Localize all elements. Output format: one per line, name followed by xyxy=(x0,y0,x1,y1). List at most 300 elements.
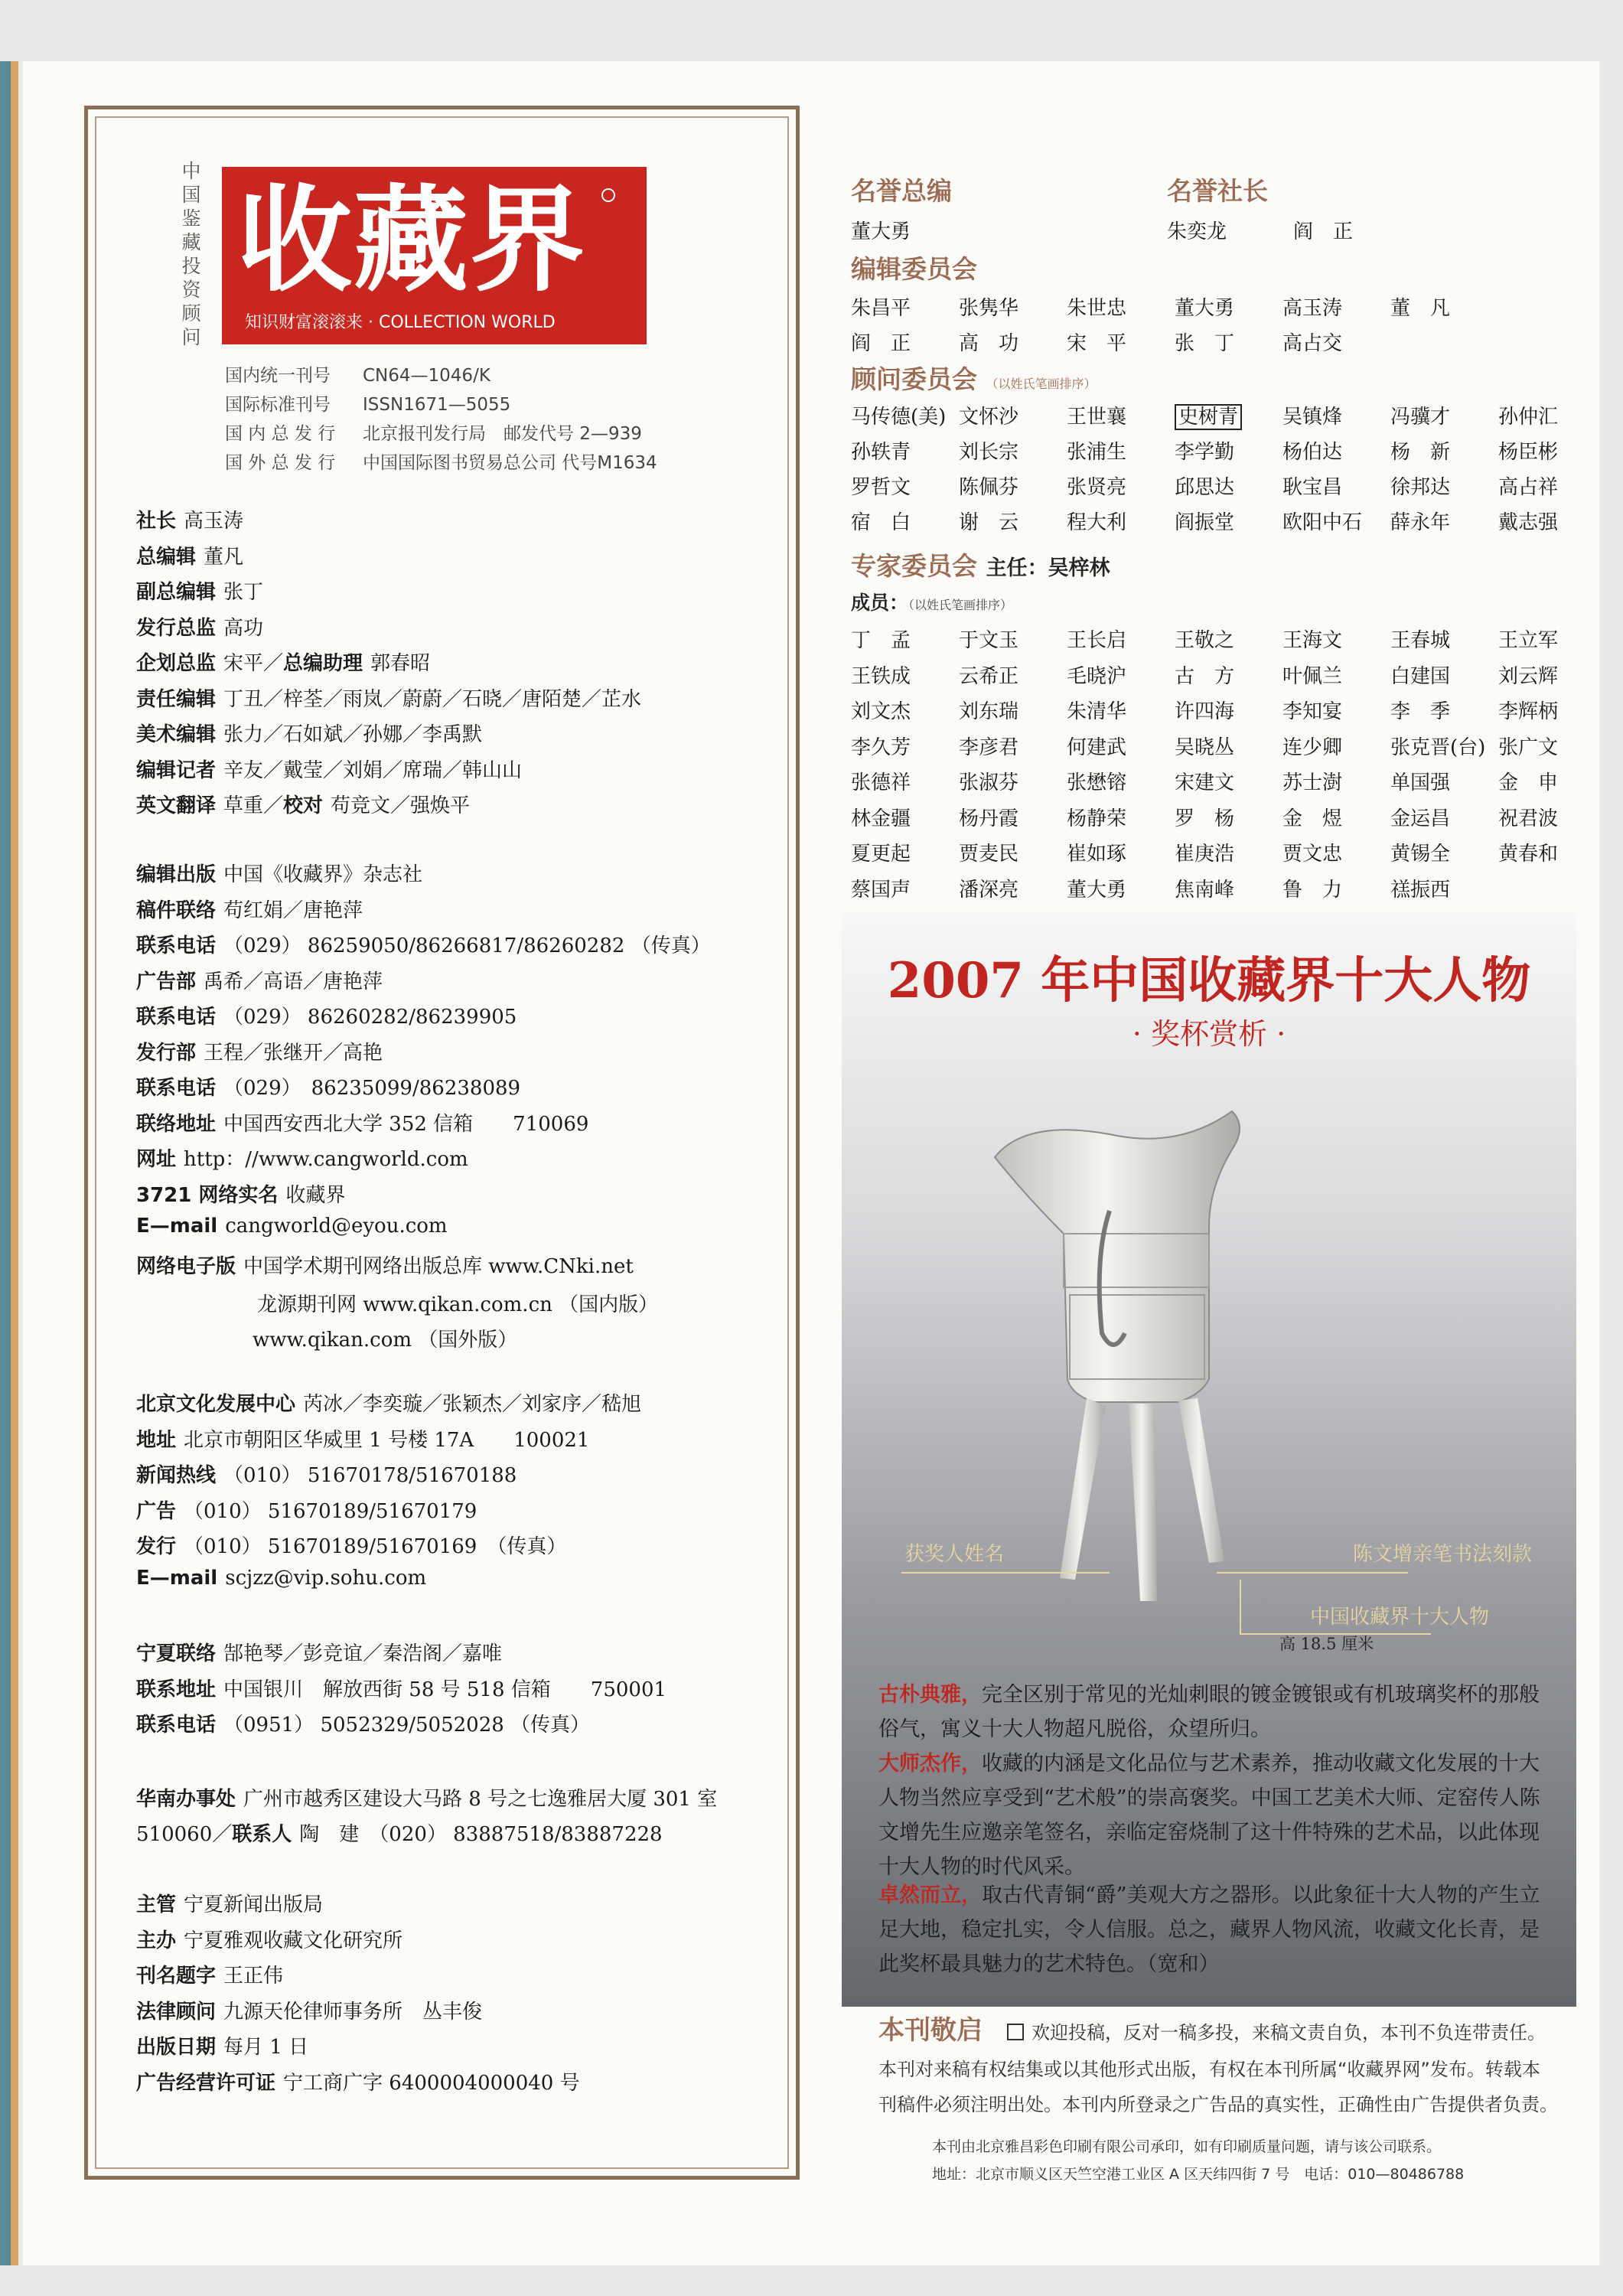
info-label: 社长 xyxy=(136,510,177,533)
info-label: 联系电话 xyxy=(136,1006,217,1029)
info-label: 地址 xyxy=(136,1428,177,1452)
info-value: 每月 1 日 xyxy=(223,2036,309,2059)
member-name: 吴晓丛 xyxy=(1175,735,1235,759)
info-label: 北京文化发展中心 xyxy=(136,1393,296,1416)
member-name: 高 功 xyxy=(959,332,1019,355)
issn-row xyxy=(225,448,657,474)
info-value: （029） 86235099/86238089 xyxy=(223,1077,521,1100)
member-name: 冯骥才 xyxy=(1390,406,1451,429)
board-member xyxy=(1067,803,1126,831)
info-row xyxy=(136,1996,482,2024)
member-name: 宋 平 xyxy=(1067,332,1127,355)
info-value: 中国《收藏界》杂志社 xyxy=(223,863,423,886)
info-label: E—mail xyxy=(136,1566,218,1590)
info-label: 总编助理 xyxy=(283,652,363,675)
info-label: 校对 xyxy=(283,794,324,817)
info-row xyxy=(136,1424,589,1453)
member-name: 刘云辉 xyxy=(1498,664,1559,688)
board-member xyxy=(1175,401,1242,429)
member-name: 金 煜 xyxy=(1282,807,1343,830)
trophy-promo xyxy=(842,912,1576,2007)
member-name: 欧阳中石 xyxy=(1282,511,1363,534)
member-name: 张克晋(台) xyxy=(1390,735,1486,759)
board-member xyxy=(1067,292,1126,321)
board-member xyxy=(1067,401,1126,429)
checkbox-icon xyxy=(1007,2024,1024,2040)
member-name: 张 丁 xyxy=(1175,332,1235,355)
member-name: 白建国 xyxy=(1390,664,1451,688)
member-name: 朱昌平 xyxy=(851,297,911,320)
member-name: 李 季 xyxy=(1390,700,1451,723)
info-row xyxy=(136,505,243,533)
member-name: 丁 孟 xyxy=(851,629,911,652)
member-name: 孙仲汇 xyxy=(1498,406,1559,429)
info-row xyxy=(136,1674,666,1702)
info-label: 联系电话 xyxy=(136,1714,217,1737)
member-name: 王世襄 xyxy=(1067,406,1127,429)
board-member xyxy=(1067,660,1126,689)
info-value: 高玉涛 xyxy=(184,510,244,533)
member-name: 蔡国声 xyxy=(851,878,911,902)
member-name: 宋建文 xyxy=(1175,771,1235,794)
board-member xyxy=(959,328,1018,356)
member-name: 毛晓沪 xyxy=(1067,664,1127,688)
board-member xyxy=(1390,803,1450,831)
info-value: 中国学术期刊网络出版总库 www.CNki.net xyxy=(243,1254,634,1278)
board-member xyxy=(959,838,1018,866)
honorary-president-title: 名誉社长 xyxy=(1167,176,1268,206)
member-name: 董大勇 xyxy=(1175,297,1235,320)
info-row xyxy=(136,1531,566,1559)
info-value: 张力／石如斌／孙娜／李禹默 xyxy=(223,723,483,746)
info-label: 联系地址 xyxy=(136,1678,217,1701)
info-value: 郜艳琴／彭竞谊／秦浩阁／嘉唯 xyxy=(223,1642,503,1665)
info-label: 发行部 xyxy=(136,1041,197,1065)
contact-person-label: 联系人 xyxy=(232,1823,292,1846)
info-value: 郭春昭 xyxy=(370,652,431,675)
paragraph-text: 收藏的内涵是文化品位与艺术素养，推动收藏文化发展的十大人物当然应享受到“艺术般”的崇高褒奖。中国工艺美术大师、定窑传人陈文增先生应邀亲笔签名，亲临定窑烧制了这十件特殊的艺术品，以此体现十大人物的时代风采。 xyxy=(878,1752,1540,1879)
jue-trophy-image xyxy=(979,1104,1301,1609)
board-member xyxy=(1390,732,1485,760)
board-member xyxy=(1498,838,1558,866)
member-name: 李知宴 xyxy=(1282,700,1343,723)
board-member xyxy=(1390,767,1450,795)
info-value: http：//www.cangworld.com xyxy=(184,1148,468,1171)
member-name: 苏士澍 xyxy=(1282,771,1343,794)
board-member xyxy=(1067,436,1126,465)
info-label: 联系电话 xyxy=(136,934,217,957)
member-name: 高占交 xyxy=(1282,332,1343,355)
board-member xyxy=(851,401,946,429)
member-name: 罗哲文 xyxy=(851,476,911,499)
info-value: 苟竞文／强焕平 xyxy=(331,794,471,817)
logo-title: 收藏界 xyxy=(237,173,587,308)
board-member xyxy=(1390,838,1450,866)
board-member xyxy=(1067,874,1126,902)
info-value: （010） 51670178/51670188 xyxy=(223,1464,517,1487)
member-name: 王敬之 xyxy=(1175,629,1235,652)
member-name: 单国强 xyxy=(1390,771,1451,794)
board-member xyxy=(851,328,911,356)
info-label: 新闻热线 xyxy=(136,1464,217,1487)
info-value: （010） 51670189/51670179 xyxy=(184,1499,477,1523)
board-member xyxy=(1498,436,1558,465)
paragraph-text: 取古代青铜“爵”美观大方之器形。以此象征十大人物的产生立足大地，稳定扎实，令人信服。总之，藏界人物风流，收藏文化长青，是此奖杯最具魅力的艺术特色。（宽和） xyxy=(878,1883,1540,1976)
board-member xyxy=(851,732,911,760)
page-edge xyxy=(0,61,11,2265)
info-row xyxy=(136,859,422,887)
info-row xyxy=(136,1495,477,1524)
expert-director-label: 主任： xyxy=(986,556,1048,580)
board-member xyxy=(1175,696,1234,724)
board-member xyxy=(1498,803,1558,831)
member-name: 宿 白 xyxy=(851,511,911,534)
board-member xyxy=(1390,660,1450,689)
board-member xyxy=(959,874,1018,902)
member-name: 李彦君 xyxy=(959,735,1019,759)
board-member xyxy=(851,838,911,866)
info-row xyxy=(136,541,243,569)
member-name: 薛永年 xyxy=(1390,511,1451,534)
member-name: 李久芳 xyxy=(851,735,911,759)
issn-row xyxy=(225,390,510,416)
info-row xyxy=(136,966,383,994)
promo-paragraph xyxy=(878,1678,1559,1746)
info-value: 禹希／高语／唐艳萍 xyxy=(204,970,383,993)
member-name: 张淑芬 xyxy=(959,771,1019,794)
info-label: 总编辑 xyxy=(136,545,197,569)
info-label: 编辑记者 xyxy=(136,758,217,782)
board-member xyxy=(959,767,1018,795)
info-label: 刊名题字 xyxy=(136,1965,217,1988)
member-name: 张德祥 xyxy=(851,771,911,794)
member-name: 许四海 xyxy=(1175,700,1235,723)
info-label: 出版日期 xyxy=(136,2036,217,2059)
member-name: 杨臣彬 xyxy=(1498,441,1559,464)
info-label: 广告经营许可证 xyxy=(136,2071,276,2095)
info-label: 宁夏联络 xyxy=(136,1642,217,1665)
annotation-line xyxy=(1217,1572,1408,1574)
member-name: 云希正 xyxy=(959,664,1019,688)
info-label: E—mail xyxy=(136,1215,218,1238)
info-label: 主办 xyxy=(136,1929,177,1952)
member-name: 王铁成 xyxy=(851,664,911,688)
info-value: 草重／ xyxy=(223,794,284,817)
board-member xyxy=(1390,625,1450,653)
info-row xyxy=(136,1960,283,1988)
honorary-editor-name: 董大勇 xyxy=(851,220,911,243)
board-member xyxy=(1390,874,1450,902)
printer-address: 地址：北京市顺义区天竺空港工业区 A 区天纬四街 7 号 电话：010—80486788 xyxy=(932,2166,1465,2183)
annotation-top10: 中国收藏界十大人物 xyxy=(1310,1606,1490,1629)
expert-board-title-text: 专家委员会 xyxy=(851,551,977,581)
board-member xyxy=(1175,660,1234,689)
board-member xyxy=(959,660,1018,689)
info-label: 网络电子版 xyxy=(136,1254,236,1278)
board-member xyxy=(851,767,911,795)
annotation-line xyxy=(901,1572,1110,1574)
paragraph-lead: 古朴典雅， xyxy=(878,1683,982,1707)
paragraph-text: 完全区别于常见的光灿刺眼的镀金镀银或有机玻璃奖杯的那般俗气，寓义十大人物超凡脱俗，众望所归。 xyxy=(878,1683,1540,1741)
member-name: 夏更起 xyxy=(851,843,911,866)
member-name: 谢 云 xyxy=(959,511,1019,534)
board-member xyxy=(851,471,911,500)
member-name: 史树青 xyxy=(1175,404,1242,430)
info-row xyxy=(136,647,430,676)
info-value: cangworld@eyou.com xyxy=(225,1215,448,1238)
member-name: 戴志强 xyxy=(1498,511,1559,534)
info-row xyxy=(136,2067,580,2095)
member-name: 刘文杰 xyxy=(851,700,911,723)
board-member xyxy=(1498,696,1558,724)
board-member xyxy=(851,803,911,831)
expert-board-title xyxy=(851,546,1110,582)
board-member xyxy=(1067,838,1126,866)
honorary-editor-title: 名誉总编 xyxy=(851,176,952,206)
member-name: 马传德(美) xyxy=(851,406,947,429)
board-member xyxy=(1175,767,1234,795)
board-member xyxy=(1282,401,1342,429)
registered-mark-icon xyxy=(601,188,615,202)
member-name: 张贤亮 xyxy=(1067,476,1127,499)
promo-paragraph xyxy=(878,1746,1559,1884)
issn-label: 国际标准刊号 xyxy=(225,395,331,415)
member-name: 黄春和 xyxy=(1498,843,1559,866)
info-row xyxy=(136,755,522,783)
member-name: 黄锡全 xyxy=(1390,843,1451,866)
board-member xyxy=(959,401,1018,429)
member-name: 杨静荣 xyxy=(1067,807,1127,830)
board-member xyxy=(1282,328,1342,356)
board-member xyxy=(959,732,1018,760)
board-member xyxy=(959,696,1018,724)
member-name: 林金疆 xyxy=(851,807,911,830)
board-member xyxy=(1282,507,1362,535)
member-name: 吴镇烽 xyxy=(1282,406,1343,429)
board-member xyxy=(1390,696,1450,724)
member-name: 朱清华 xyxy=(1067,700,1127,723)
board-member xyxy=(1282,471,1342,500)
annotation-winner-name: 获奖人姓名 xyxy=(904,1543,1005,1566)
board-member xyxy=(1498,471,1558,500)
board-member xyxy=(1282,874,1342,902)
member-name: 潘深亮 xyxy=(959,878,1019,902)
board-member xyxy=(1498,732,1558,760)
info-value: 北京市朝阳区华威里 1 号楼 17A 100021 xyxy=(184,1428,590,1452)
board-member xyxy=(1175,625,1234,653)
info-value: 宁夏雅观收藏文化研究所 xyxy=(184,1929,403,1952)
board-member xyxy=(1067,696,1126,724)
board-member xyxy=(1282,732,1342,760)
issn-value: 中国国际图书贸易总公司 代号M1634 xyxy=(363,453,657,473)
member-name: 鲁 力 xyxy=(1282,878,1343,902)
info-value: 宁夏新闻出版局 xyxy=(184,1893,324,1916)
info-row xyxy=(136,1037,383,1065)
member-name: 祝君波 xyxy=(1498,807,1559,830)
member-name: 王海文 xyxy=(1282,629,1343,652)
board-member xyxy=(959,507,1018,535)
board-member xyxy=(1390,292,1450,321)
board-member xyxy=(1067,732,1126,760)
member-name: 罗 杨 xyxy=(1175,807,1235,830)
info-row xyxy=(136,1709,590,1737)
publisher-extra: 龙源期刊网 www.qikan.com.cn （国内版） xyxy=(257,1293,659,1316)
info-label: 联络地址 xyxy=(136,1112,217,1136)
notice-line-text: 欢迎投稿，反对一稿多投，来稿文责自负，本刊不负连带责任。 xyxy=(1031,2022,1546,2043)
info-value: 宋平／ xyxy=(223,652,284,675)
info-row xyxy=(136,1072,520,1101)
info-row xyxy=(136,1215,448,1238)
expert-members-label: 成员： xyxy=(851,592,909,614)
member-name: 杨丹霞 xyxy=(959,807,1019,830)
info-label: 编辑出版 xyxy=(136,863,217,886)
honorary-president-name: 阎 正 xyxy=(1293,220,1354,243)
board-member xyxy=(1067,767,1126,795)
member-name: 张懋镕 xyxy=(1067,771,1127,794)
board-member xyxy=(1175,292,1234,321)
info-value: 王程／张继开／高艳 xyxy=(204,1041,383,1065)
info-row xyxy=(136,719,482,747)
board-member xyxy=(1175,803,1234,831)
board-member xyxy=(1175,471,1234,500)
info-value: 芮冰／李奕璇／张颖杰／刘家序／嵇旭 xyxy=(303,1393,642,1416)
board-member xyxy=(1175,838,1234,866)
issn-value: ISSN1671—5055 xyxy=(363,395,511,415)
member-name: 连少卿 xyxy=(1282,735,1343,759)
board-member xyxy=(1282,696,1342,724)
board-member xyxy=(959,471,1018,500)
board-member xyxy=(851,292,911,321)
paragraph-lead: 大师杰作， xyxy=(878,1752,982,1776)
info-label: 网址 xyxy=(136,1148,177,1171)
info-value: 高功 xyxy=(223,616,264,640)
issn-label: 国内统一刊号 xyxy=(225,366,331,386)
info-label: 3721 网络实名 xyxy=(136,1183,279,1207)
info-label: 英文翻译 xyxy=(136,794,217,817)
expert-director: 吴梓林 xyxy=(1048,556,1110,580)
board-member xyxy=(1282,660,1342,689)
info-label: 法律顾问 xyxy=(136,2000,217,2024)
info-row xyxy=(136,895,363,923)
board-member xyxy=(851,507,911,535)
expert-members-note: （以姓氏笔画排序） xyxy=(908,598,1013,612)
south-office-address: 广州市越秀区建设大马路 8 号之七逸雅居大厦 301 室 xyxy=(243,1788,718,1811)
advisory-board-note: （以姓氏笔画排序） xyxy=(986,377,1097,391)
info-label: 企划总监 xyxy=(136,652,217,675)
info-row xyxy=(136,2031,308,2060)
member-name: 耿宝昌 xyxy=(1282,476,1343,499)
board-member xyxy=(1498,625,1558,653)
contact-person: 陶 建 （020） 83887518/83887228 xyxy=(299,1823,663,1846)
member-name: 程大利 xyxy=(1067,511,1127,534)
publisher-extra: www.qikan.com （国外版） xyxy=(253,1329,518,1352)
board-member xyxy=(1175,436,1234,465)
notice-line xyxy=(1007,2017,1546,2044)
member-name: 高占祥 xyxy=(1498,476,1559,499)
member-name: 孙轶青 xyxy=(851,441,911,464)
board-member xyxy=(1067,507,1126,535)
printer-info: 本刊由北京雅昌彩色印刷有限公司承印，如有印刷质量问题，请与该公司联系。 xyxy=(932,2138,1442,2155)
member-name: 刘长宗 xyxy=(959,441,1019,464)
board-member xyxy=(1175,507,1234,535)
info-value: 中国银川 解放西街 58 号 518 信箱 750001 xyxy=(223,1678,667,1701)
honorary-president-name: 朱奕龙 xyxy=(1167,220,1227,243)
board-member xyxy=(1282,767,1342,795)
info-row xyxy=(136,1143,468,1172)
info-row xyxy=(136,1388,641,1417)
trophy-height: 高 18.5 厘米 xyxy=(1279,1635,1374,1653)
paragraph-lead: 卓然而立， xyxy=(878,1883,982,1907)
info-value: 苟红娟／唐艳萍 xyxy=(223,899,363,922)
annotation-line xyxy=(1240,1580,1241,1633)
info-row xyxy=(136,1925,402,1953)
info-row xyxy=(136,930,711,958)
member-name: 张隽华 xyxy=(959,297,1019,320)
info-label: 广告部 xyxy=(136,970,197,993)
member-name: 贾文忠 xyxy=(1282,843,1343,866)
board-member xyxy=(1498,507,1558,535)
member-name: 王春城 xyxy=(1390,629,1451,652)
info-value: 中国西安西北大学 352 信箱 710069 xyxy=(223,1112,589,1136)
member-name: 崔如琢 xyxy=(1067,843,1127,866)
member-name: 杨伯达 xyxy=(1282,441,1343,464)
advisory-board-title-text: 顾问委员会 xyxy=(851,364,977,394)
member-name: 禚振西 xyxy=(1390,878,1451,902)
info-label: 发行 xyxy=(136,1535,177,1558)
info-row xyxy=(136,683,641,712)
info-row xyxy=(136,1638,502,1666)
issn-label: 国 外 总 发 行 xyxy=(225,453,336,473)
board-member xyxy=(1390,436,1450,465)
info-value: 收藏界 xyxy=(285,1183,346,1207)
member-name: 焦南峰 xyxy=(1175,878,1235,902)
info-label: 主管 xyxy=(136,1893,177,1916)
info-row xyxy=(136,612,263,641)
member-name: 于文玉 xyxy=(959,629,1019,652)
board-member xyxy=(959,625,1018,653)
member-name: 王长启 xyxy=(1067,629,1127,652)
info-row xyxy=(136,1179,345,1208)
magazine-logo xyxy=(222,167,647,344)
south-office-postcode: 510060／ xyxy=(136,1823,233,1846)
south-office-label: 华南办事处 xyxy=(136,1788,236,1811)
issn-label: 国 内 总 发 行 xyxy=(225,424,336,444)
info-value: （0951） 5052329/5052028 （传真） xyxy=(223,1714,591,1737)
info-value: （029） 86260282/86239905 xyxy=(223,1006,517,1029)
member-name: 李辉柄 xyxy=(1498,700,1559,723)
info-row xyxy=(136,1459,517,1488)
board-member xyxy=(959,436,1018,465)
issn-value: 北京报刊发行局 邮发代号 2—939 xyxy=(363,424,642,444)
info-value: 王正伟 xyxy=(223,1965,284,1988)
member-name: 张浦生 xyxy=(1067,441,1127,464)
member-name: 王立军 xyxy=(1498,629,1559,652)
board-member xyxy=(851,696,911,724)
page-edge xyxy=(11,61,18,2265)
issn-value: CN64—1046/K xyxy=(363,366,490,386)
member-name: 高玉涛 xyxy=(1282,297,1343,320)
member-name: 叶佩兰 xyxy=(1282,664,1343,688)
board-member xyxy=(1282,292,1342,321)
south-office-contact xyxy=(136,1818,663,1847)
board-member xyxy=(1282,838,1342,866)
issn-row xyxy=(225,419,642,445)
info-row xyxy=(136,1108,588,1137)
member-name: 金运昌 xyxy=(1390,807,1451,830)
member-name: 邱思达 xyxy=(1175,476,1235,499)
vertical-tagline: 中国鉴藏投资顾问 xyxy=(181,160,201,348)
board-member xyxy=(1498,660,1558,689)
